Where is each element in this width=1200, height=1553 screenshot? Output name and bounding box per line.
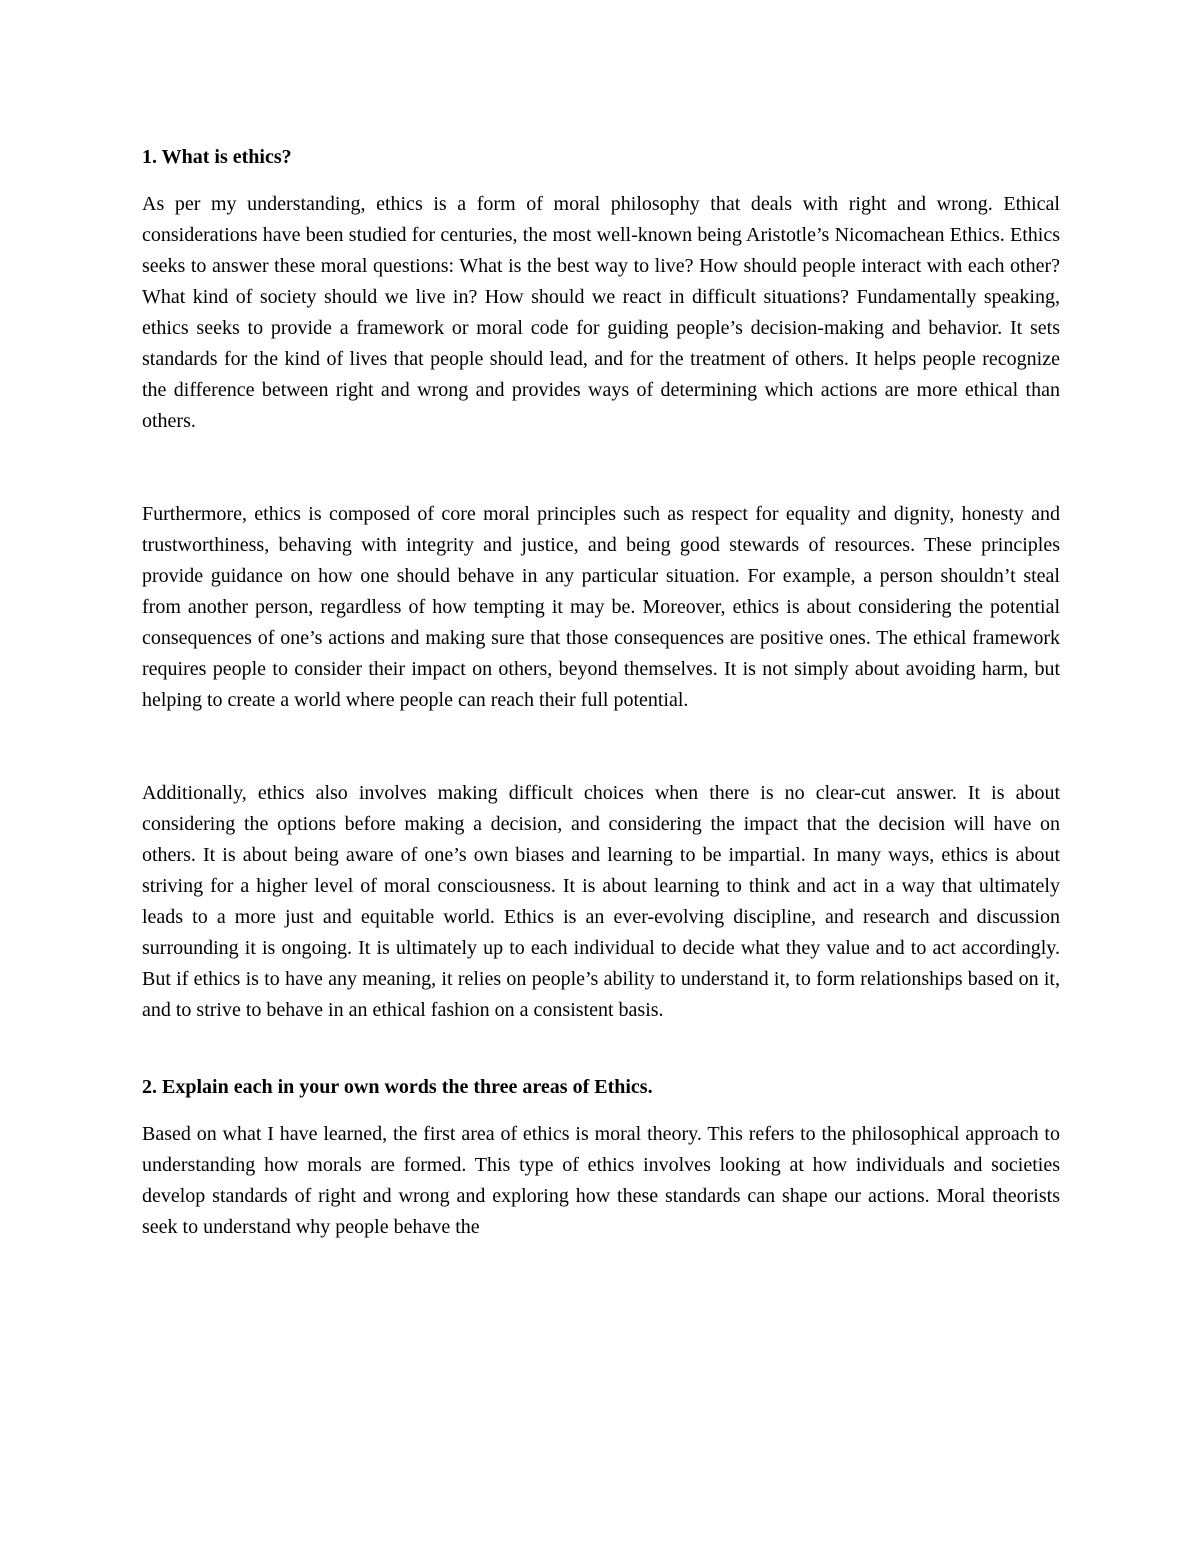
section-1-heading: 1. What is ethics? xyxy=(142,146,292,168)
section-1-paragraph-1: As per my understanding, ethics is a form of moral philosophy that deals with right and wrong. Ethical considerations have been studied for centuries, the most well-known being Aristotle’s Nicomachean Ethics. Ethics seeks to answer these moral questions: What is the best way to live? How should people interact with each other? What kind of society should we live in? How should we react in difficult situations? Fundamentally speaking, ethics seeks to provide a framework or moral code for guiding people’s decision-making and behavior. It sets standards for the kind of lives that people should lead, and for the treatment of others. It helps people recognize the difference between right and wrong and provides ways of determining which actions are more ethical than others. xyxy=(142,193,1060,432)
section-2-heading: 2. Explain each in your own words the three areas of Ethics. xyxy=(142,1076,653,1098)
paragraph-spacer xyxy=(142,716,1060,778)
section-1-paragraph-3: Additionally, ethics also involves making difficult choices when there is no clear-cut answer. It is about considering the options before making a decision, and considering the impact that the decision will have on others. It is about being aware of one’s own biases and learning to be impartial. In many ways, ethics is about striving for a higher level of moral consciousness. It is about learning to think and act in a way that ultimately leads to a more just and equitable world. Ethics is an ever-evolving discipline, and research and discussion surrounding it is ongoing. It is ultimately up to each individual to decide what they value and to act accordingly. But if ethics is to have any meaning, it relies on people’s ability to understand it, to form relationships based on it, and to strive to behave in an ethical fashion on a consistent basis. xyxy=(142,782,1060,1021)
section-2-paragraph-1: Based on what I have learned, the first area of ethics is moral theory. This refers to the philosophical approach to understanding how morals are formed. This type of ethics involves looking at how individuals and societies develop standards of right and wrong and exploring how these standards can shape our actions. Moral theorists seek to understand why people behave the xyxy=(142,1123,1060,1238)
section-1-paragraph-2: Furthermore, ethics is composed of core moral principles such as respect for equality and dignity, honesty and trustworthiness, behaving with integrity and justice, and being good stewards of resources. These principles provide guidance on how one should behave in any particular situation. For example, a person shouldn’t steal from another person, regardless of how tempting it may be. Moreover, ethics is about considering the potential consequences of one’s actions and making sure that those consequences are positive ones. The ethical framework requires people to consider their impact on others, beyond themselves. It is not simply about avoiding harm, but helping to create a world where people can reach their full potential. xyxy=(142,503,1060,711)
paragraph-spacer xyxy=(142,437,1060,499)
section-spacer xyxy=(142,1026,1060,1072)
